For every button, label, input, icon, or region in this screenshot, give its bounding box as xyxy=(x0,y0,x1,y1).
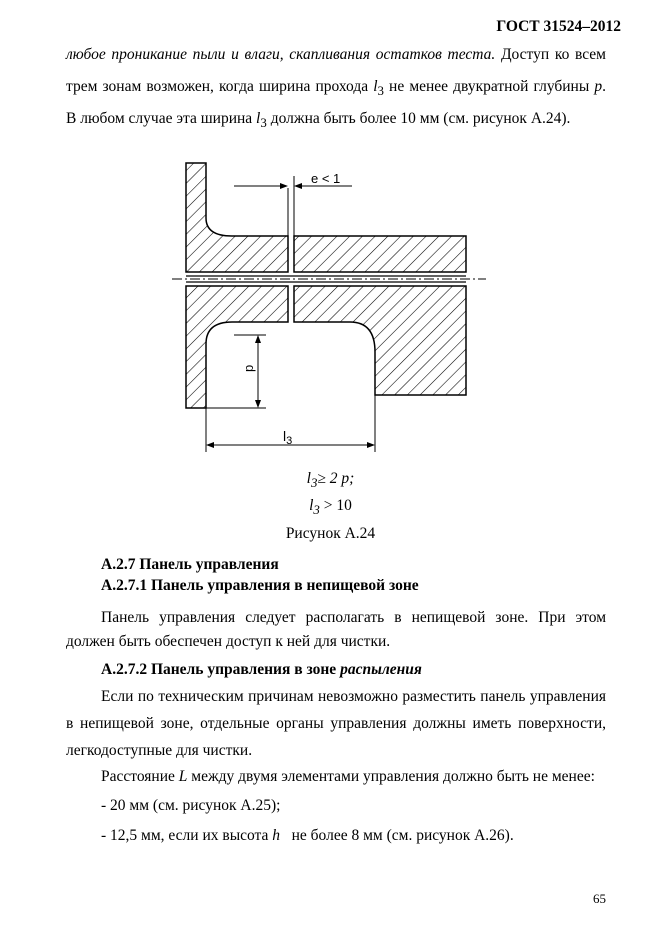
s2-para-line-1: Панель управления следует располагать в непищевой зоне. При этом xyxy=(101,609,606,626)
figure-caption: Рисунок А.24 xyxy=(285,525,376,542)
var-l3: l xyxy=(256,110,261,127)
list-item-1: - 20 мм (см. рисунок А.25); xyxy=(101,797,281,814)
formula-2 xyxy=(0,497,661,518)
list-item-2-text-b: не более 8 мм (см. рисунок А.26). xyxy=(280,827,514,844)
formula-1-op: ≥ xyxy=(317,470,326,487)
list-item-2 xyxy=(101,827,514,845)
list-item-2-text-a: - 12,5 мм, если их высота xyxy=(101,827,273,844)
formula-1-sub: 3 xyxy=(310,475,318,491)
s3-para-line-3: легкодоступные для чистки. xyxy=(66,742,253,759)
right-plate-section xyxy=(294,236,466,395)
formula-2-var: l xyxy=(309,497,314,514)
section-a272-title-b: распыления xyxy=(340,661,422,678)
s3-para-line-2: в непищевой зоне, отдельные органы управления должны иметь поверхности, xyxy=(66,715,606,732)
left-wall-section xyxy=(186,163,288,408)
section-a271-title: А.2.7.1 Панель управления в непищевой зоне xyxy=(101,577,419,594)
section-a27-title: А.2.7 Панель управления xyxy=(101,556,279,573)
var-p: p xyxy=(594,78,603,95)
label-l3-var: l xyxy=(283,428,287,444)
intro-line-3-text-a: В любом случае эта ширина xyxy=(66,110,257,127)
var-l3-sub: 3 xyxy=(377,83,384,99)
label-l3-sub: 3 xyxy=(286,435,293,447)
intro-line-1-italic: любое проникание пыли и влаги, скапливания остатков теста. xyxy=(66,46,496,63)
intro-line-2-text-a: трем зонам возможен, когда ширина прохода xyxy=(66,78,374,95)
var-h: h xyxy=(272,827,280,844)
intro-line-1-rest: Доступ ко всем xyxy=(495,46,606,63)
formula-1 xyxy=(0,470,661,491)
label-e: e < 1 xyxy=(311,171,341,186)
section-a272-title-a: А.2.7.2 Панель управления в зоне xyxy=(101,661,341,678)
document-header: ГОСТ 31524–2012 xyxy=(496,18,621,35)
formula-1-var: l xyxy=(306,470,311,487)
intro-line-3-text-b: должна быть более 10 мм (см. рисунок А.24). xyxy=(266,110,571,127)
var-l3-sub: 3 xyxy=(260,115,267,131)
label-p: p xyxy=(241,364,256,372)
intro-line-2-text-b: не менее двукратной глубины xyxy=(383,78,595,95)
page-number: 65 xyxy=(593,891,606,906)
s3-para-line-1: Если по техническим причинам невозможно разместить панель управления xyxy=(101,688,606,705)
var-l3: l xyxy=(373,78,378,95)
section-a272-title xyxy=(101,661,422,679)
formula-1-rest: 2 p; xyxy=(325,470,355,487)
s2-para-line-2: должен быть обеспечен доступ к ней для чистки. xyxy=(66,633,391,650)
formula-2-rest: > 10 xyxy=(319,497,352,514)
var-L: L xyxy=(178,768,188,785)
label-l3 xyxy=(283,428,292,447)
formula-2-sub: 3 xyxy=(313,502,320,518)
intro-line-2-end: . xyxy=(602,78,606,95)
distance-text-a: Расстояние xyxy=(101,768,179,785)
distance-line xyxy=(101,768,595,786)
distance-text-b: между двумя элементами управления должно быть не менее: xyxy=(187,768,595,785)
